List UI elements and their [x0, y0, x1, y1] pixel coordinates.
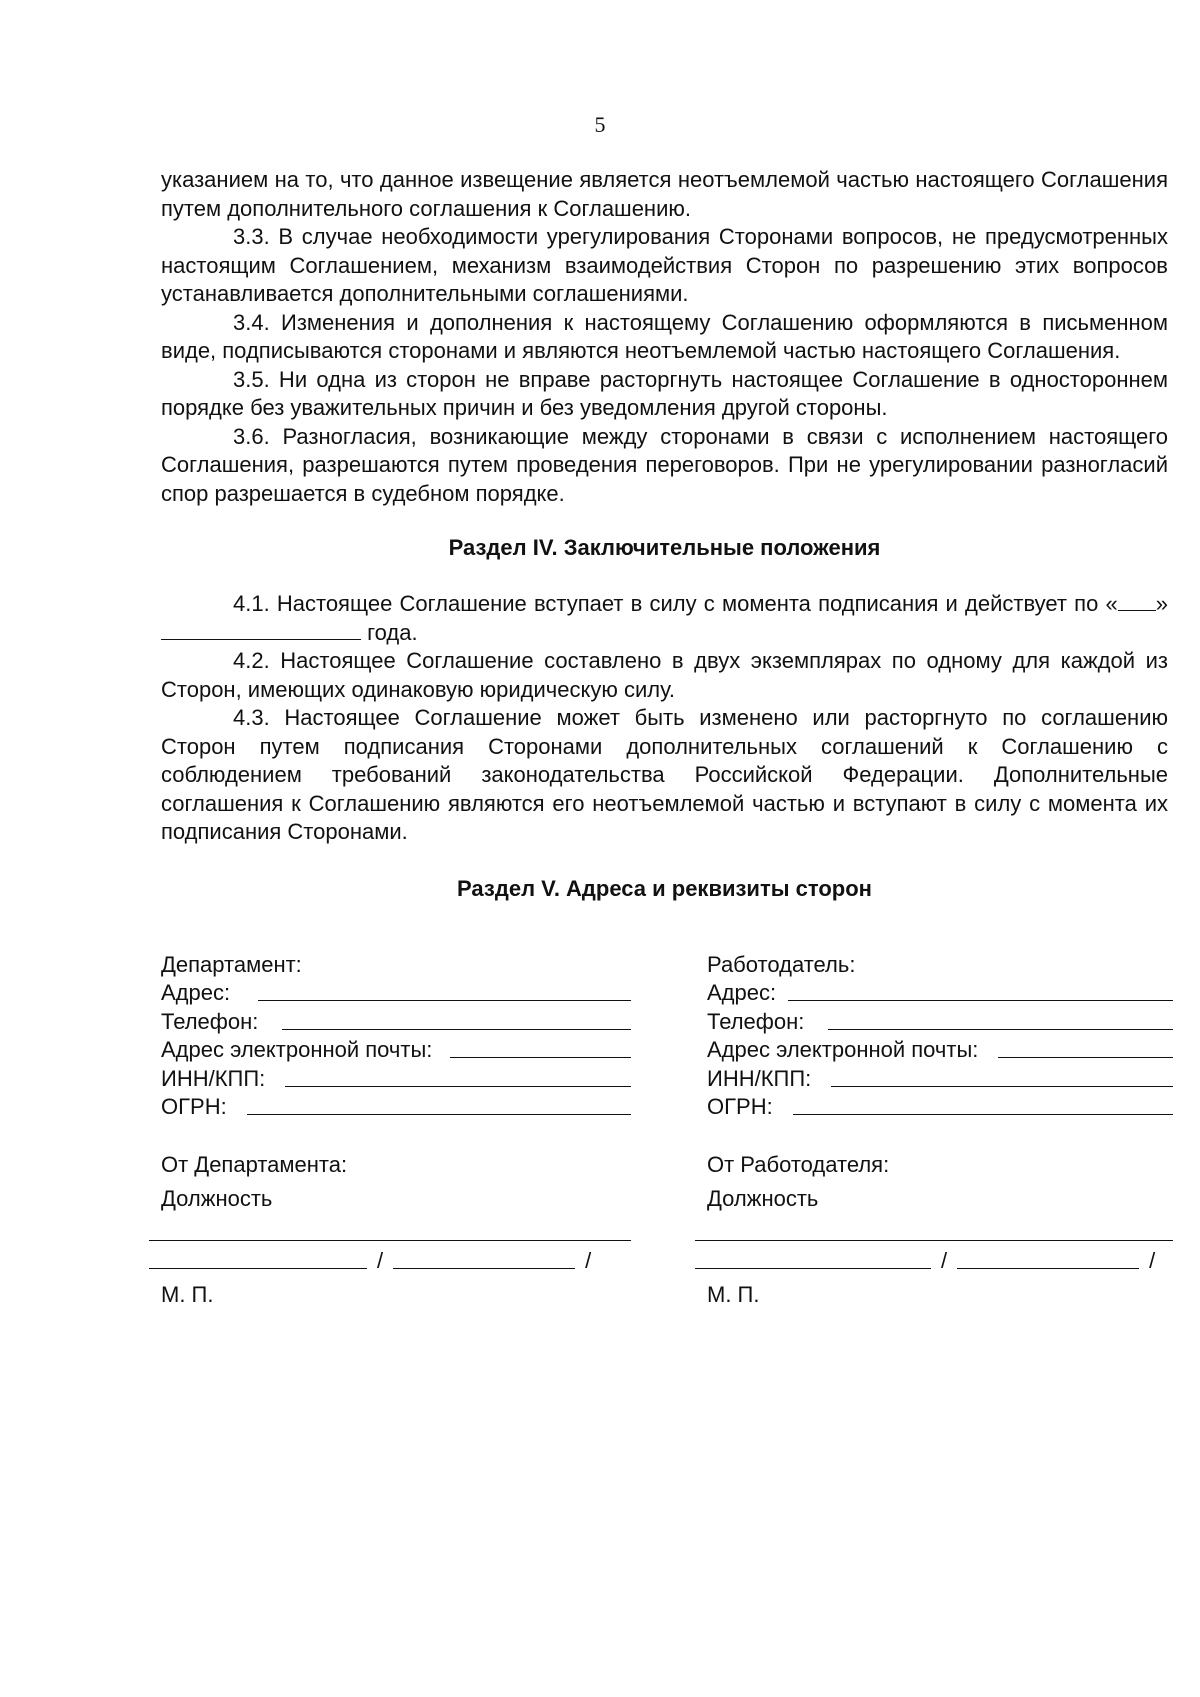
employer-signature-row	[695, 1247, 1173, 1273]
employer-email-label: Адрес электронной почты:	[707, 1037, 979, 1062]
department-address-label: Адрес:	[161, 980, 231, 1005]
employer-address-row	[707, 979, 1173, 1008]
document-body	[161, 166, 1168, 903]
day-blank	[1118, 592, 1156, 611]
department-ogrn-row	[161, 1093, 631, 1122]
employer-email-field[interactable]	[998, 1056, 1173, 1058]
employer-inn-row	[707, 1064, 1173, 1093]
employer-stamp: М. П.	[707, 1282, 760, 1307]
department-email-field[interactable]	[450, 1056, 631, 1058]
page-number: 5	[594, 112, 606, 137]
department-signature-row	[149, 1247, 631, 1273]
department-address-row	[161, 979, 631, 1008]
department-name-field[interactable]	[393, 1267, 575, 1269]
employer-phone-label: Телефон:	[707, 1008, 805, 1034]
department-slash-2: /	[585, 1248, 592, 1273]
employer-address-field[interactable]	[788, 999, 1173, 1001]
paragraph-continuation: указанием на то, что данное извещение является неотъемлемой частью настоящего Соглашения путем дополнительного соглашения к Соглашению.	[161, 167, 1168, 221]
department-email-row	[161, 1036, 631, 1065]
employer-position-line[interactable]	[695, 1239, 1173, 1241]
paragraph-4-2: 4.2. Настоящее Соглашение составлено в двух экземплярах по одному для каждой из Сторон, имеющих одинаковую юридическую силу.	[161, 648, 1168, 702]
department-phone-field[interactable]	[282, 1028, 631, 1030]
month-blank	[161, 621, 361, 640]
employer-title-row	[707, 950, 1173, 979]
paragraph-4-1-text: 4.1. Настоящее Соглашение вступает в силу с момента подписания и действует по «	[233, 591, 1118, 616]
department-ogrn-field[interactable]	[247, 1113, 631, 1115]
employer-inn-label: ИНН/КПП:	[707, 1065, 812, 1091]
section-5-heading: Раздел V. Адреса и реквизиты сторон	[457, 875, 872, 901]
department-slash-1: /	[377, 1248, 384, 1273]
paragraph-3-5: 3.5. Ни одна из сторон не вправе расторгнуть настоящее Соглашение в одностороннем порядке без уважительных причин и без уведомления другой стороны.	[161, 366, 1168, 420]
paragraph-4-1-quote: »	[1155, 591, 1168, 616]
department-position: Должность	[161, 1186, 273, 1211]
employer-requisites	[707, 950, 1173, 1309]
employer-address-label: Адрес:	[707, 980, 777, 1005]
department-inn-row	[161, 1064, 631, 1093]
employer-ogrn-label: ОГРН:	[707, 1094, 773, 1119]
employer-slash-2: /	[1149, 1248, 1156, 1273]
section-4-heading: Раздел IV. Заключительные положения	[448, 535, 881, 560]
department-from: От Департамента:	[161, 1152, 348, 1177]
department-position-line[interactable]	[149, 1239, 631, 1241]
employer-title: Работодатель:	[707, 951, 856, 977]
paragraph-4-3: 4.3. Настоящее Соглашение может быть изменено или расторгнуто по соглашению Сторон путем подписания Сторонами дополнительных соглашений к Соглашению с соблюдением требований законодательства Российской Федерации. Дополнительные соглашения к Соглашению являются его неотъемлемой частью и вступают в силу с момента их подписания Сторонами.	[161, 705, 1168, 844]
department-requisites	[161, 950, 631, 1309]
paragraph-4-1	[161, 590, 1168, 647]
paragraph-4-1-end: года.	[367, 619, 418, 645]
department-address-field[interactable]	[258, 999, 631, 1001]
department-ogrn-label: ОГРН:	[161, 1094, 227, 1119]
employer-ogrn-field[interactable]	[793, 1113, 1173, 1115]
department-stamp: М. П.	[161, 1282, 214, 1307]
department-inn-field[interactable]	[285, 1085, 631, 1087]
employer-ogrn-row	[707, 1093, 1173, 1122]
employer-email-row	[707, 1036, 1173, 1065]
employer-from: От Работодателя:	[707, 1152, 890, 1177]
department-phone-row	[161, 1007, 631, 1036]
department-email-label: Адрес электронной почты:	[161, 1037, 433, 1062]
paragraph-3-4: 3.4. Изменения и дополнения к настоящему Соглашению оформляются в письменном виде, подписываются сторонами и являются неотъемлемой частью настоящего Соглашения.	[161, 309, 1168, 363]
employer-signature-field[interactable]	[695, 1267, 931, 1269]
employer-name-field[interactable]	[957, 1267, 1139, 1269]
department-phone-label: Телефон:	[161, 1008, 259, 1034]
requisites	[161, 950, 1171, 1310]
employer-inn-field[interactable]	[831, 1085, 1173, 1087]
employer-position: Должность	[707, 1186, 819, 1211]
department-signature-field[interactable]	[149, 1267, 367, 1269]
department-inn-label: ИНН/КПП:	[161, 1065, 266, 1091]
employer-phone-row	[707, 1007, 1173, 1036]
employer-phone-field[interactable]	[828, 1028, 1173, 1030]
paragraph-3-6: 3.6. Разногласия, возникающие между сторонами в связи с исполнением настоящего Соглашения, разрешаются путем проведения переговоров. При не урегулировании разногласий спор разрешается в судебном порядке.	[161, 423, 1168, 506]
department-title: Департамент:	[161, 951, 302, 977]
paragraph-3-3: 3.3. В случае необходимости урегулирования Сторонами вопросов, не предусмотренных настоящим Соглашением, механизм взаимодействия Сторон по разрешению этих вопросов устанавливается дополнительными соглашениями.	[161, 224, 1168, 306]
employer-slash-1: /	[941, 1248, 948, 1273]
department-title-row	[161, 950, 631, 979]
